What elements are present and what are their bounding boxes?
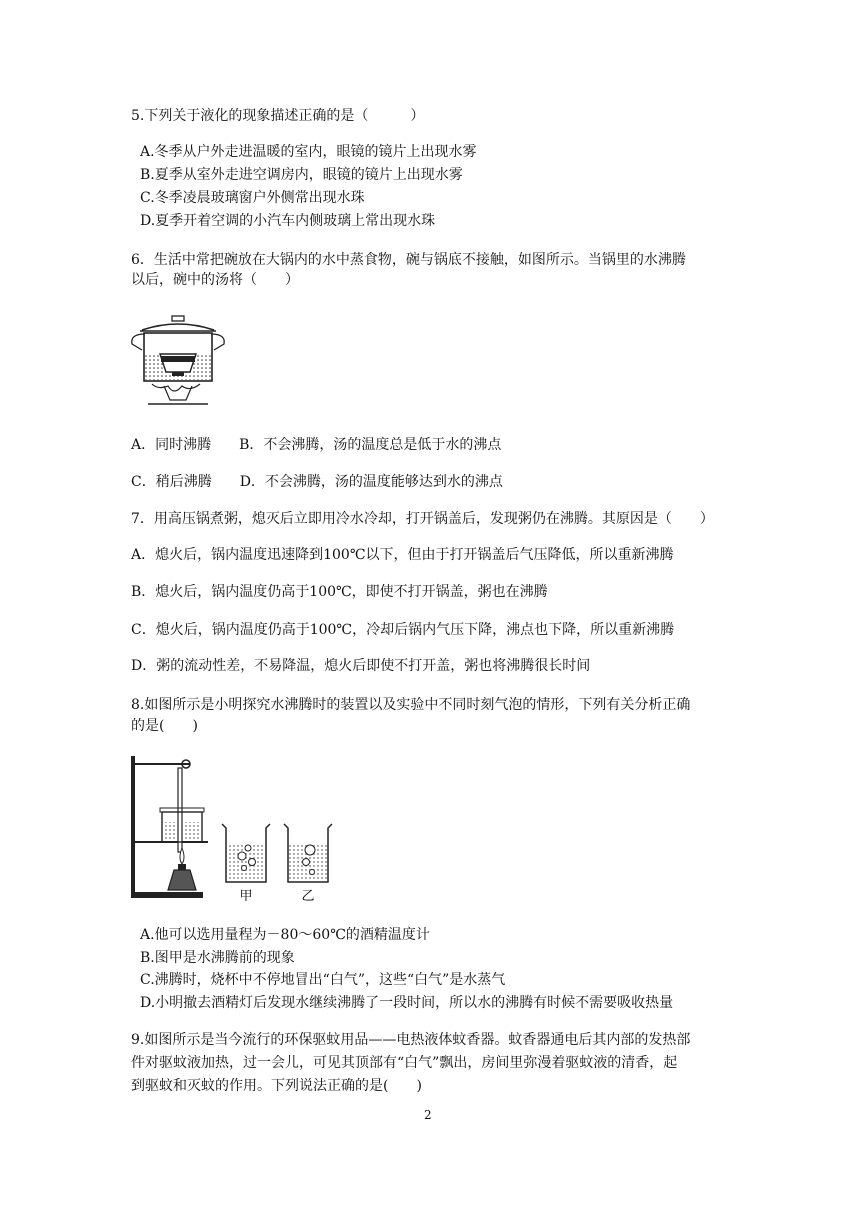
page-number: 2 <box>424 1108 432 1122</box>
q5-option-b: B.夏季从室外走进空调房内，眼镜的镜片上出现水雾 <box>140 167 463 183</box>
q9-stem-line2: 件对驱蚊液加热，过一会儿，可见其顶部有“白气”飘出，房间里弥漫着驱蚊液的清香，起 <box>131 1055 678 1071</box>
q9-stem-line1: 9.如图所示是当今流行的环保驱蚊用品——电热液体蚊香器。蚊香器通电后其内部的发热部 <box>131 1032 691 1048</box>
q7-option-b: B．熄火后，锅内温度仍高于100℃，即使不打开锅盖，粥也在沸腾 <box>131 584 548 600</box>
steaming-pot-figure <box>128 314 228 410</box>
q7-option-a: A．熄火后，锅内温度迅速降到100℃以下，但由于打开锅盖后气压降低，所以重新沸腾 <box>131 547 674 563</box>
q8-option-d: D.小明撤去酒精灯后发现水继续沸腾了一段时间，所以水的沸腾有时候不需要吸收热量 <box>140 995 674 1011</box>
q7-option-d: D．粥的流动性差，不易降温，熄火后即使不打开盖，粥也将沸腾很长时间 <box>131 658 591 674</box>
q8-option-a: A.他可以选用量程为－80～60℃的酒精温度计 <box>140 927 430 943</box>
q5-option-d: D.夏季开着空调的小汽车内侧玻璃上常出现水珠 <box>140 213 436 229</box>
label-yi: 乙 <box>301 889 315 904</box>
alcohol-lamp <box>168 848 196 890</box>
beaker-yi <box>284 824 332 882</box>
q8-option-c: C.沸腾时，烧杯中不停地冒出“白气”，这些“白气”是水蒸气 <box>140 972 506 988</box>
boiling-experiment-figure <box>128 752 350 904</box>
q6-options-cd: C．稍后沸腾 D．不会沸腾，汤的温度能够达到水的沸点 <box>131 474 503 490</box>
q9-stem-line3: 到驱蚊和灭蚊的作用。下列说法正确的是( ) <box>131 1078 422 1094</box>
q6-stem-line2: 以后，碗中的汤将（ ） <box>131 272 299 288</box>
q8-stem-line2: 的是( ) <box>131 718 198 734</box>
beaker-jia <box>222 824 270 882</box>
q8-option-b: B.图甲是水沸腾前的现象 <box>140 950 295 966</box>
q6-stem-line1: 6．生活中常把碗放在大锅内的水中蒸食物，碗与锅底不接触，如图所示。当锅里的水沸腾 <box>131 252 686 268</box>
q7-option-c: C．熄火后，锅内温度仍高于100℃，冷却后锅内气压下降，沸点也下降，所以重新沸腾 <box>131 622 675 638</box>
label-jia: 甲 <box>239 889 253 904</box>
q8-stem-line1: 8.如图所示是小明探究水沸腾时的装置以及实验中不同时刻气泡的情形，下列有关分析正确 <box>131 697 691 713</box>
q6-options-ab: A．同时沸腾 B．不会沸腾，汤的温度总是低于水的沸点 <box>131 437 502 453</box>
q5-stem: 5.下列关于液化的现象描述正确的是（ ） <box>131 108 425 124</box>
q5-option-c: C.冬季凌晨玻璃窗户外侧常出现水珠 <box>140 190 365 206</box>
q7-stem: 7．用高压锅煮粥，熄灭后立即用冷水冷却，打开锅盖后，发现粥仍在沸腾。其原因是（ ） <box>131 511 714 527</box>
q5-option-a: A.冬季从户外走进温暖的室内，眼镜的镜片上出现水雾 <box>140 144 477 160</box>
